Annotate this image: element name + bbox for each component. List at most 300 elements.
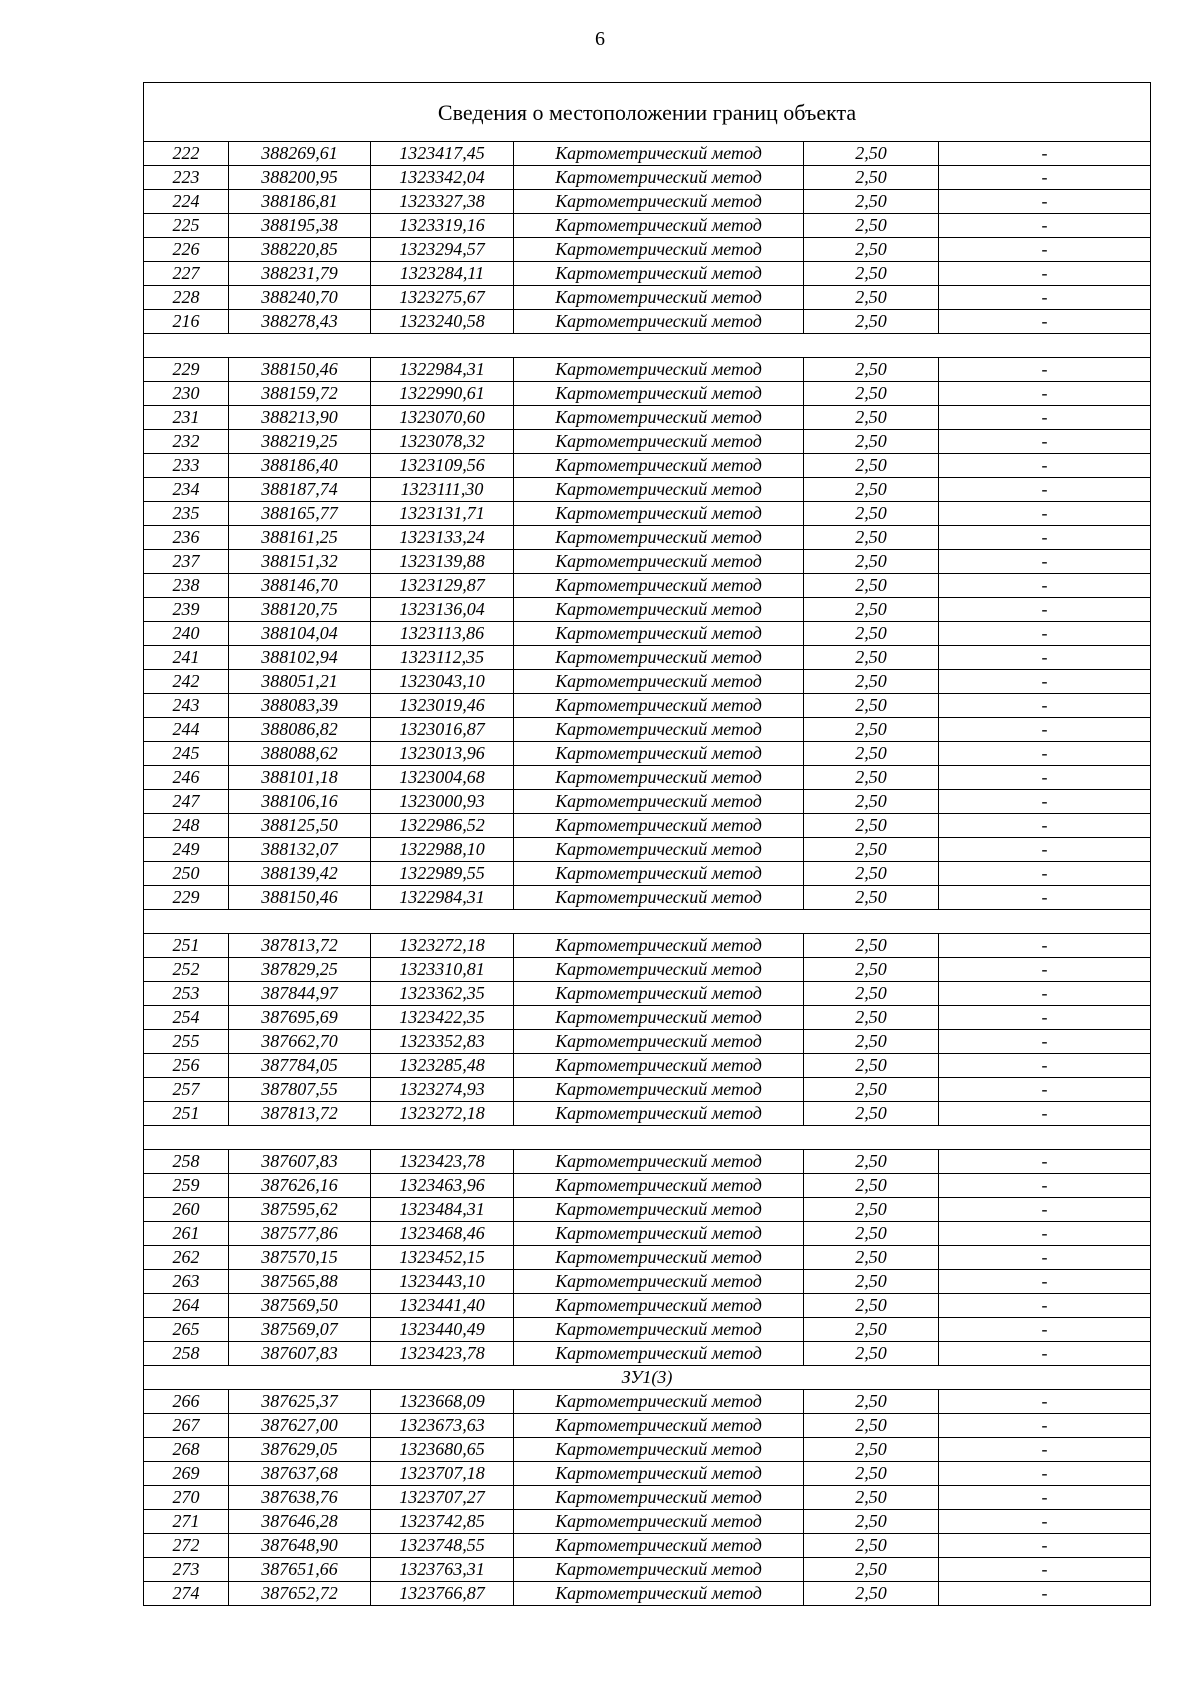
accuracy-cell: 2,50: [804, 1390, 939, 1414]
point-number-cell: 237: [144, 550, 229, 574]
x-coordinate-cell: 388159,72: [229, 382, 371, 406]
table-row: [144, 886, 1151, 910]
y-coordinate-cell: 1323748,55: [371, 1534, 514, 1558]
x-coordinate-cell: 388186,40: [229, 454, 371, 478]
description-cell: -: [939, 1246, 1151, 1270]
page-number: 6: [595, 28, 605, 50]
method-cell: Картометрический метод: [514, 1510, 804, 1534]
table-row: [144, 622, 1151, 646]
y-coordinate-cell: 1323240,58: [371, 310, 514, 334]
y-coordinate-cell: 1323484,31: [371, 1198, 514, 1222]
y-coordinate-cell: 1323112,35: [371, 646, 514, 670]
y-coordinate-cell: 1323441,40: [371, 1294, 514, 1318]
point-number-cell: 222: [144, 142, 229, 166]
y-coordinate-cell: 1323133,24: [371, 526, 514, 550]
table-row: [144, 1510, 1151, 1534]
table-row: [144, 1438, 1151, 1462]
method-cell: Картометрический метод: [514, 982, 804, 1006]
table-row: [144, 142, 1151, 166]
description-cell: -: [939, 1198, 1151, 1222]
description-cell: -: [939, 766, 1151, 790]
method-cell: Картометрический метод: [514, 526, 804, 550]
point-number-cell: 270: [144, 1486, 229, 1510]
table-row: [144, 790, 1151, 814]
x-coordinate-cell: 388104,04: [229, 622, 371, 646]
x-coordinate-cell: 387607,83: [229, 1342, 371, 1366]
table-row: [144, 1486, 1151, 1510]
description-cell: -: [939, 1270, 1151, 1294]
point-number-cell: 238: [144, 574, 229, 598]
description-cell: -: [939, 1222, 1151, 1246]
y-coordinate-cell: 1323284,11: [371, 262, 514, 286]
table-header-row: [144, 83, 1151, 142]
table-row: [144, 166, 1151, 190]
method-cell: Картометрический метод: [514, 454, 804, 478]
y-coordinate-cell: 1323019,46: [371, 694, 514, 718]
method-cell: Картометрический метод: [514, 478, 804, 502]
point-number-cell: 258: [144, 1342, 229, 1366]
method-cell: Картометрический метод: [514, 1222, 804, 1246]
method-cell: Картометрический метод: [514, 430, 804, 454]
y-coordinate-cell: 1323668,09: [371, 1390, 514, 1414]
method-cell: Картометрический метод: [514, 622, 804, 646]
y-coordinate-cell: 1323422,35: [371, 1006, 514, 1030]
accuracy-cell: 2,50: [804, 1222, 939, 1246]
x-coordinate-cell: 388200,95: [229, 166, 371, 190]
x-coordinate-cell: 387646,28: [229, 1510, 371, 1534]
x-coordinate-cell: 388132,07: [229, 838, 371, 862]
accuracy-cell: 2,50: [804, 646, 939, 670]
point-number-cell: 269: [144, 1462, 229, 1486]
accuracy-cell: 2,50: [804, 718, 939, 742]
accuracy-cell: 2,50: [804, 1342, 939, 1366]
table-row: [144, 190, 1151, 214]
x-coordinate-cell: 388195,38: [229, 214, 371, 238]
point-number-cell: 240: [144, 622, 229, 646]
method-cell: Картометрический метод: [514, 1558, 804, 1582]
y-coordinate-cell: 1322990,61: [371, 382, 514, 406]
accuracy-cell: 2,50: [804, 526, 939, 550]
description-cell: -: [939, 214, 1151, 238]
x-coordinate-cell: 388101,18: [229, 766, 371, 790]
description-cell: -: [939, 502, 1151, 526]
description-cell: -: [939, 1510, 1151, 1534]
table-row: [144, 262, 1151, 286]
y-coordinate-cell: 1323423,78: [371, 1150, 514, 1174]
accuracy-cell: 2,50: [804, 1462, 939, 1486]
method-cell: Картометрический метод: [514, 382, 804, 406]
y-coordinate-cell: 1323680,65: [371, 1438, 514, 1462]
point-number-cell: 242: [144, 670, 229, 694]
point-number-cell: 248: [144, 814, 229, 838]
table-row: [144, 1030, 1151, 1054]
description-cell: -: [939, 814, 1151, 838]
y-coordinate-cell: 1323274,93: [371, 1078, 514, 1102]
table-row: [144, 1150, 1151, 1174]
accuracy-cell: 2,50: [804, 1318, 939, 1342]
accuracy-cell: 2,50: [804, 214, 939, 238]
point-number-cell: 223: [144, 166, 229, 190]
method-cell: Картометрический метод: [514, 1150, 804, 1174]
point-number-cell: 227: [144, 262, 229, 286]
y-coordinate-cell: 1323000,93: [371, 790, 514, 814]
point-number-cell: 255: [144, 1030, 229, 1054]
point-number-cell: 262: [144, 1246, 229, 1270]
method-cell: Картометрический метод: [514, 1102, 804, 1126]
method-cell: Картометрический метод: [514, 814, 804, 838]
x-coordinate-cell: 387651,66: [229, 1558, 371, 1582]
x-coordinate-cell: 387626,16: [229, 1174, 371, 1198]
accuracy-cell: 2,50: [804, 694, 939, 718]
point-number-cell: 233: [144, 454, 229, 478]
table-row: [144, 814, 1151, 838]
method-cell: Картометрический метод: [514, 214, 804, 238]
accuracy-cell: 2,50: [804, 142, 939, 166]
method-cell: Картометрический метод: [514, 598, 804, 622]
description-cell: -: [939, 526, 1151, 550]
method-cell: Картометрический метод: [514, 862, 804, 886]
description-cell: -: [939, 358, 1151, 382]
description-cell: -: [939, 238, 1151, 262]
accuracy-cell: 2,50: [804, 1438, 939, 1462]
description-cell: -: [939, 1078, 1151, 1102]
x-coordinate-cell: 388165,77: [229, 502, 371, 526]
y-coordinate-cell: 1323468,46: [371, 1222, 514, 1246]
y-coordinate-cell: 1323417,45: [371, 142, 514, 166]
method-cell: Картометрический метод: [514, 766, 804, 790]
point-number-cell: 249: [144, 838, 229, 862]
description-cell: -: [939, 886, 1151, 910]
x-coordinate-cell: 387695,69: [229, 1006, 371, 1030]
x-coordinate-cell: 387662,70: [229, 1030, 371, 1054]
point-number-cell: 265: [144, 1318, 229, 1342]
x-coordinate-cell: 387637,68: [229, 1462, 371, 1486]
point-number-cell: 252: [144, 958, 229, 982]
boundary-table: [143, 82, 1151, 1606]
point-number-cell: 256: [144, 1054, 229, 1078]
y-coordinate-cell: 1323109,56: [371, 454, 514, 478]
table-row: [144, 1222, 1151, 1246]
description-cell: -: [939, 670, 1151, 694]
point-number-cell: 239: [144, 598, 229, 622]
x-coordinate-cell: 388219,25: [229, 430, 371, 454]
accuracy-cell: 2,50: [804, 1294, 939, 1318]
accuracy-cell: 2,50: [804, 1534, 939, 1558]
table-row: [144, 646, 1151, 670]
y-coordinate-cell: 1323004,68: [371, 766, 514, 790]
accuracy-cell: 2,50: [804, 454, 939, 478]
x-coordinate-cell: 387652,72: [229, 1582, 371, 1606]
description-cell: -: [939, 694, 1151, 718]
description-cell: -: [939, 190, 1151, 214]
method-cell: Картометрический метод: [514, 1438, 804, 1462]
point-number-cell: 260: [144, 1198, 229, 1222]
accuracy-cell: 2,50: [804, 934, 939, 958]
method-cell: Картометрический метод: [514, 1030, 804, 1054]
x-coordinate-cell: 388120,75: [229, 598, 371, 622]
accuracy-cell: 2,50: [804, 406, 939, 430]
description-cell: -: [939, 406, 1151, 430]
y-coordinate-cell: 1323136,04: [371, 598, 514, 622]
x-coordinate-cell: 387648,90: [229, 1534, 371, 1558]
method-cell: Картометрический метод: [514, 1270, 804, 1294]
description-cell: -: [939, 382, 1151, 406]
accuracy-cell: 2,50: [804, 670, 939, 694]
accuracy-cell: 2,50: [804, 574, 939, 598]
x-coordinate-cell: 387625,37: [229, 1390, 371, 1414]
point-number-cell: 268: [144, 1438, 229, 1462]
y-coordinate-cell: 1323285,48: [371, 1054, 514, 1078]
point-number-cell: 253: [144, 982, 229, 1006]
table-row: [144, 478, 1151, 502]
accuracy-cell: 2,50: [804, 814, 939, 838]
table-row: [144, 454, 1151, 478]
point-number-cell: 231: [144, 406, 229, 430]
table-row: [144, 1006, 1151, 1030]
description-cell: -: [939, 1054, 1151, 1078]
x-coordinate-cell: 387813,72: [229, 1102, 371, 1126]
x-coordinate-cell: 387595,62: [229, 1198, 371, 1222]
method-cell: Картометрический метод: [514, 574, 804, 598]
point-number-cell: 229: [144, 358, 229, 382]
description-cell: -: [939, 1006, 1151, 1030]
section-label: [144, 1126, 1151, 1150]
method-cell: Картометрический метод: [514, 670, 804, 694]
point-number-cell: 263: [144, 1270, 229, 1294]
table-header: Сведения о местоположении границ объекта: [144, 83, 1151, 142]
accuracy-cell: 2,50: [804, 1150, 939, 1174]
x-coordinate-cell: 387807,55: [229, 1078, 371, 1102]
accuracy-cell: 2,50: [804, 1582, 939, 1606]
accuracy-cell: 2,50: [804, 1558, 939, 1582]
method-cell: Картометрический метод: [514, 310, 804, 334]
point-number-cell: 229: [144, 886, 229, 910]
x-coordinate-cell: 388102,94: [229, 646, 371, 670]
description-cell: -: [939, 1150, 1151, 1174]
x-coordinate-cell: 387607,83: [229, 1150, 371, 1174]
section-label: ЗУ1(3): [144, 1366, 1151, 1390]
accuracy-cell: 2,50: [804, 766, 939, 790]
y-coordinate-cell: 1322986,52: [371, 814, 514, 838]
y-coordinate-cell: 1323078,32: [371, 430, 514, 454]
x-coordinate-cell: 387627,00: [229, 1414, 371, 1438]
table-row: [144, 526, 1151, 550]
description-cell: -: [939, 310, 1151, 334]
description-cell: -: [939, 838, 1151, 862]
method-cell: Картометрический метод: [514, 1054, 804, 1078]
method-cell: Картометрический метод: [514, 1462, 804, 1486]
point-number-cell: 257: [144, 1078, 229, 1102]
table-row: [144, 574, 1151, 598]
description-cell: -: [939, 550, 1151, 574]
point-number-cell: 241: [144, 646, 229, 670]
method-cell: Картометрический метод: [514, 358, 804, 382]
method-cell: Картометрический метод: [514, 1294, 804, 1318]
method-cell: Картометрический метод: [514, 1582, 804, 1606]
description-cell: -: [939, 1558, 1151, 1582]
accuracy-cell: 2,50: [804, 262, 939, 286]
accuracy-cell: 2,50: [804, 838, 939, 862]
table-row: [144, 430, 1151, 454]
description-cell: -: [939, 1486, 1151, 1510]
point-number-cell: 250: [144, 862, 229, 886]
table-row: [144, 550, 1151, 574]
accuracy-cell: 2,50: [804, 550, 939, 574]
accuracy-cell: 2,50: [804, 1030, 939, 1054]
accuracy-cell: 2,50: [804, 1510, 939, 1534]
x-coordinate-cell: 388213,90: [229, 406, 371, 430]
x-coordinate-cell: 387570,15: [229, 1246, 371, 1270]
section-row: [144, 334, 1151, 358]
description-cell: -: [939, 862, 1151, 886]
y-coordinate-cell: 1322984,31: [371, 358, 514, 382]
method-cell: Картометрический метод: [514, 550, 804, 574]
table-row: [144, 598, 1151, 622]
method-cell: Картометрический метод: [514, 142, 804, 166]
accuracy-cell: 2,50: [804, 502, 939, 526]
table-row: [144, 670, 1151, 694]
point-number-cell: 251: [144, 934, 229, 958]
point-number-cell: 254: [144, 1006, 229, 1030]
x-coordinate-cell: 387629,05: [229, 1438, 371, 1462]
accuracy-cell: 2,50: [804, 1078, 939, 1102]
y-coordinate-cell: 1323275,67: [371, 286, 514, 310]
description-cell: -: [939, 622, 1151, 646]
y-coordinate-cell: 1323139,88: [371, 550, 514, 574]
x-coordinate-cell: 388150,46: [229, 886, 371, 910]
method-cell: Картометрический метод: [514, 694, 804, 718]
y-coordinate-cell: 1322984,31: [371, 886, 514, 910]
table-row: [144, 1102, 1151, 1126]
table-row: [144, 1246, 1151, 1270]
x-coordinate-cell: 388088,62: [229, 742, 371, 766]
y-coordinate-cell: 1323043,10: [371, 670, 514, 694]
description-cell: -: [939, 1462, 1151, 1486]
accuracy-cell: 2,50: [804, 1246, 939, 1270]
table-row: [144, 238, 1151, 262]
table-row: [144, 1582, 1151, 1606]
point-number-cell: 245: [144, 742, 229, 766]
description-cell: -: [939, 574, 1151, 598]
method-cell: Картометрический метод: [514, 1534, 804, 1558]
description-cell: -: [939, 1414, 1151, 1438]
table-body: [144, 83, 1151, 1606]
point-number-cell: 228: [144, 286, 229, 310]
table-row: [144, 934, 1151, 958]
x-coordinate-cell: 387569,07: [229, 1318, 371, 1342]
method-cell: Картометрический метод: [514, 742, 804, 766]
method-cell: Картометрический метод: [514, 1390, 804, 1414]
point-number-cell: 236: [144, 526, 229, 550]
y-coordinate-cell: 1323111,30: [371, 478, 514, 502]
description-cell: -: [939, 1534, 1151, 1558]
y-coordinate-cell: 1323673,63: [371, 1414, 514, 1438]
x-coordinate-cell: 387565,88: [229, 1270, 371, 1294]
point-number-cell: 246: [144, 766, 229, 790]
x-coordinate-cell: 387829,25: [229, 958, 371, 982]
description-cell: -: [939, 1582, 1151, 1606]
x-coordinate-cell: 388151,32: [229, 550, 371, 574]
accuracy-cell: 2,50: [804, 742, 939, 766]
x-coordinate-cell: 388186,81: [229, 190, 371, 214]
description-cell: -: [939, 1318, 1151, 1342]
y-coordinate-cell: 1323423,78: [371, 1342, 514, 1366]
description-cell: -: [939, 262, 1151, 286]
y-coordinate-cell: 1323070,60: [371, 406, 514, 430]
accuracy-cell: 2,50: [804, 886, 939, 910]
point-number-cell: 259: [144, 1174, 229, 1198]
accuracy-cell: 2,50: [804, 166, 939, 190]
y-coordinate-cell: 1323763,31: [371, 1558, 514, 1582]
description-cell: -: [939, 1390, 1151, 1414]
accuracy-cell: 2,50: [804, 430, 939, 454]
point-number-cell: 247: [144, 790, 229, 814]
method-cell: Картометрический метод: [514, 286, 804, 310]
y-coordinate-cell: 1323707,18: [371, 1462, 514, 1486]
description-cell: -: [939, 598, 1151, 622]
x-coordinate-cell: 388220,85: [229, 238, 371, 262]
y-coordinate-cell: 1323294,57: [371, 238, 514, 262]
point-number-cell: 251: [144, 1102, 229, 1126]
y-coordinate-cell: 1323013,96: [371, 742, 514, 766]
x-coordinate-cell: 388150,46: [229, 358, 371, 382]
accuracy-cell: 2,50: [804, 622, 939, 646]
point-number-cell: 266: [144, 1390, 229, 1414]
table-row: [144, 1342, 1151, 1366]
x-coordinate-cell: 387844,97: [229, 982, 371, 1006]
table-row: [144, 1390, 1151, 1414]
section-row: [144, 910, 1151, 934]
y-coordinate-cell: 1323327,38: [371, 190, 514, 214]
method-cell: Картометрический метод: [514, 262, 804, 286]
point-number-cell: 232: [144, 430, 229, 454]
accuracy-cell: 2,50: [804, 1174, 939, 1198]
table-row: [144, 1414, 1151, 1438]
method-cell: Картометрический метод: [514, 1318, 804, 1342]
description-cell: -: [939, 166, 1151, 190]
point-number-cell: 243: [144, 694, 229, 718]
table-row: [144, 742, 1151, 766]
accuracy-cell: 2,50: [804, 862, 939, 886]
description-cell: -: [939, 286, 1151, 310]
description-cell: -: [939, 478, 1151, 502]
point-number-cell: 230: [144, 382, 229, 406]
x-coordinate-cell: 387569,50: [229, 1294, 371, 1318]
point-number-cell: 225: [144, 214, 229, 238]
accuracy-cell: 2,50: [804, 1270, 939, 1294]
point-number-cell: 234: [144, 478, 229, 502]
y-coordinate-cell: 1323272,18: [371, 934, 514, 958]
y-coordinate-cell: 1323342,04: [371, 166, 514, 190]
description-cell: -: [939, 430, 1151, 454]
table-row: [144, 1534, 1151, 1558]
section-label: [144, 910, 1151, 934]
description-cell: -: [939, 1030, 1151, 1054]
table-row: [144, 1294, 1151, 1318]
x-coordinate-cell: 388187,74: [229, 478, 371, 502]
x-coordinate-cell: 388139,42: [229, 862, 371, 886]
accuracy-cell: 2,50: [804, 1054, 939, 1078]
method-cell: Картометрический метод: [514, 958, 804, 982]
section-row: [144, 1126, 1151, 1150]
y-coordinate-cell: 1323352,83: [371, 1030, 514, 1054]
accuracy-cell: 2,50: [804, 598, 939, 622]
point-number-cell: 258: [144, 1150, 229, 1174]
table-row: [144, 1558, 1151, 1582]
accuracy-cell: 2,50: [804, 286, 939, 310]
description-cell: -: [939, 934, 1151, 958]
point-number-cell: 224: [144, 190, 229, 214]
